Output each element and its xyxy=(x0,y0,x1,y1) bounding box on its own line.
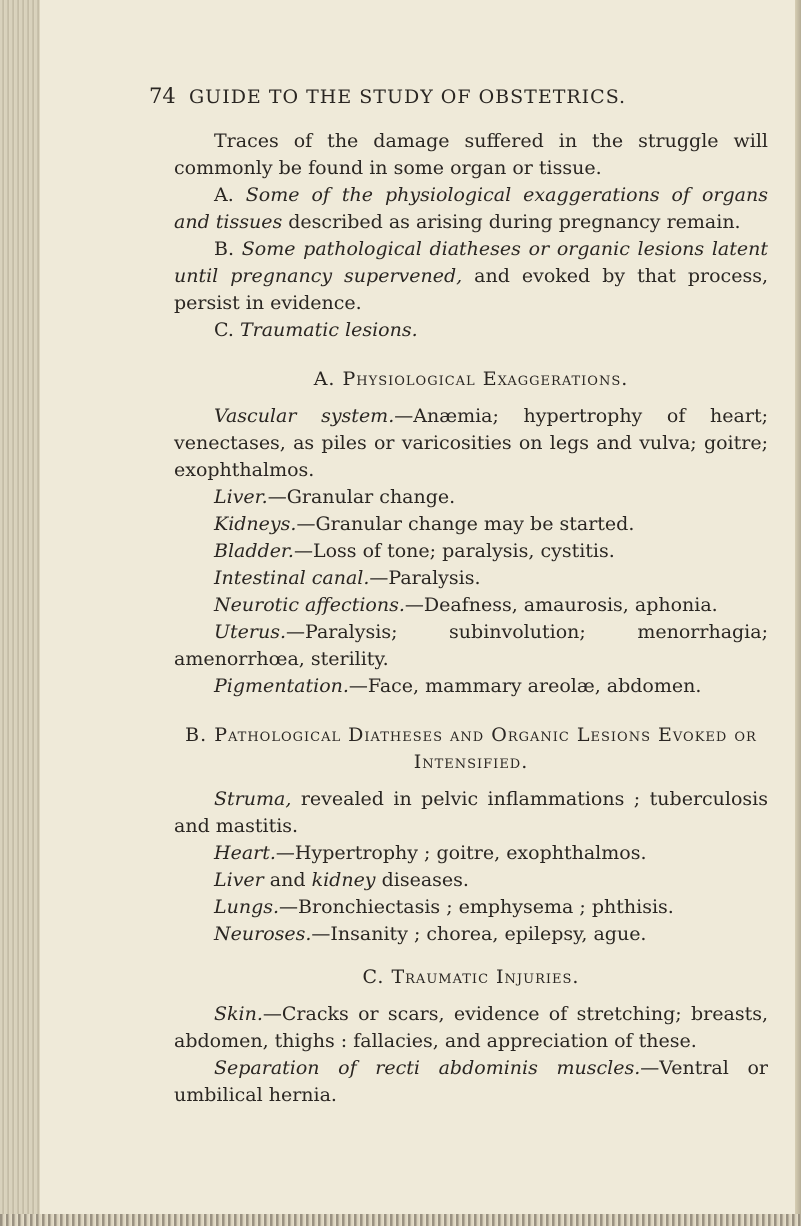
section-b-item xyxy=(174,921,768,948)
item-text: —Ventral or umbilical hernia. xyxy=(174,1057,768,1106)
item-text: —Granular change may be started. xyxy=(296,513,635,535)
section-b-item xyxy=(174,840,768,867)
section-a-item xyxy=(174,592,768,619)
item-text: and xyxy=(263,869,312,891)
item-term: Pigmentation. xyxy=(214,675,349,697)
category-letter: C. xyxy=(214,319,234,341)
item-term: Skin. xyxy=(214,1003,263,1025)
item-text: —Deafness, amaurosis, aphonia. xyxy=(404,594,718,616)
item-term: Neurotic affections. xyxy=(214,594,405,616)
item-text: —Granular change. xyxy=(267,486,456,508)
running-title: GUIDE TO THE STUDY OF OBSTETRICS. xyxy=(189,86,627,108)
item-term: Bladder. xyxy=(214,540,294,562)
page-right-edge xyxy=(795,0,801,1226)
item-text: revealed in pelvic inflammations ; tuberculosis and mastitis. xyxy=(174,788,768,837)
item-text: —Paralysis. xyxy=(369,567,481,589)
section-a-item xyxy=(174,673,768,700)
section-c-item xyxy=(174,1001,768,1055)
section-c-heading: C. Traumatic Injuries. xyxy=(362,966,580,988)
item-term: Kidneys. xyxy=(214,513,297,535)
item-term: Lungs. xyxy=(214,896,280,918)
category-letter: B. xyxy=(214,238,235,260)
section-a-item xyxy=(174,538,768,565)
item-text: diseases. xyxy=(375,869,469,891)
item-text: —Cracks or scars, evidence of stretching; breasts, abdomen, thighs : fallacies, and appreciation of these. xyxy=(174,1003,768,1052)
page-bottom-edge xyxy=(0,1214,801,1226)
section-b-item xyxy=(174,867,768,894)
item-term: Neuroses. xyxy=(214,923,312,945)
section-a-item xyxy=(174,403,768,484)
section-a-item xyxy=(174,565,768,592)
category-rest: described as arising during pregnancy remain. xyxy=(288,211,741,233)
item-term: Uterus. xyxy=(214,621,287,643)
item-term: Liver. xyxy=(214,486,268,508)
section-b-heading: B. Pathological Diatheses and Organic Lesions Evoked or Intensified. xyxy=(185,724,757,773)
item-term: Separation of recti abdominis muscles. xyxy=(214,1057,641,1079)
section-a-item xyxy=(174,511,768,538)
item-term: Liver xyxy=(214,869,264,891)
item-term: Struma, xyxy=(214,788,292,810)
category-c xyxy=(174,317,768,344)
category-rest: and evoked by that process, persist in evidence. xyxy=(174,265,768,314)
item-text: —Loss of tone; paralysis, cystitis. xyxy=(293,540,615,562)
item-text: —Anæmia; hypertrophy of heart; venectases, as piles or varicosities on legs and vulva; goitre; exophthalmos. xyxy=(174,405,768,481)
category-title: Some of the physiological exaggerations of organs and tissues xyxy=(174,184,768,233)
section-c-item xyxy=(174,1055,768,1109)
book-spine-edge xyxy=(0,0,40,1226)
item-text: —Hypertrophy ; goitre, exophthalmos. xyxy=(275,842,647,864)
category-letter: A. xyxy=(214,184,234,206)
section-a-item xyxy=(174,484,768,511)
category-a xyxy=(174,182,768,236)
item-text: —Insanity ; chorea, epilepsy, ague. xyxy=(311,923,647,945)
section-b-item xyxy=(174,894,768,921)
item-term: Vascular system. xyxy=(214,405,395,427)
page-body xyxy=(174,128,768,1109)
section-a-item xyxy=(174,619,768,673)
item-term: Heart. xyxy=(214,842,276,864)
item-term: kidney xyxy=(311,869,376,891)
page-number: 74 xyxy=(149,84,176,108)
item-text: —Paralysis; subinvolution; menorrhagia; amenorrhœa, sterility. xyxy=(174,621,768,670)
section-a-heading: A. Physiological Exaggerations. xyxy=(313,368,629,390)
category-b xyxy=(174,236,768,317)
section-b-item xyxy=(174,786,768,840)
item-text: —Bronchiectasis ; emphysema ; phthisis. xyxy=(279,896,674,918)
category-title: Traumatic lesions. xyxy=(239,319,418,341)
item-text: —Face, mammary areolæ, abdomen. xyxy=(348,675,702,697)
item-term: Intestinal canal. xyxy=(214,567,370,589)
intro-paragraph: Traces of the damage suffered in the struggle will commonly be found in some organ or tissue. xyxy=(174,130,768,179)
category-title: Some pathological diatheses or organic lesions latent until pregnancy supervened, xyxy=(174,238,768,287)
